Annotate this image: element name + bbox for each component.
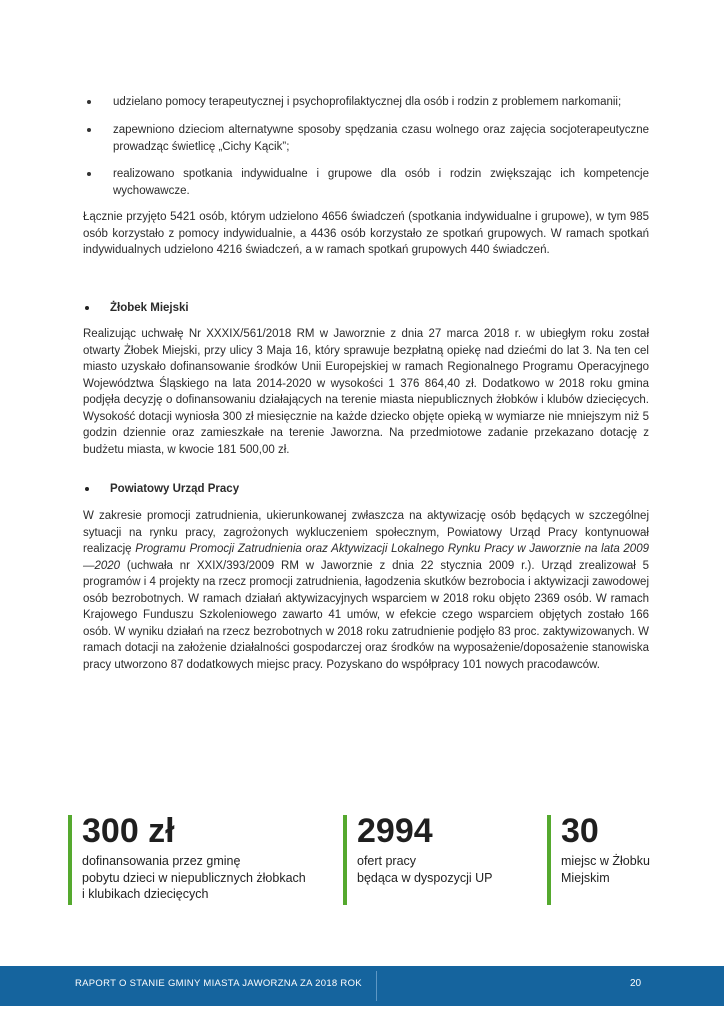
summary-paragraph: Łącznie przyjęto 5421 osób, którym udzielono 4656 świadczeń (spotkania indywidualne i grupowe), w tym 985 osób korzystało z pomocy indywidualnie, a 4436 osób korzystało ze spotkań grupowych. W ramach spotkań indywidualnych udzielono 4216 świadczeń, a w ramach spotkań grupowych 440 świadczeń. bbox=[83, 211, 649, 256]
section-heading-text: Żłobek Miejski bbox=[110, 302, 189, 314]
bullet-text: realizowano spotkania indywidualne i grupowe dla osób i rodzin zwiększając ich kompetencje wychowawcze. bbox=[113, 168, 649, 197]
page-number: 20 bbox=[630, 978, 642, 989]
bullet-dot-icon bbox=[87, 128, 91, 132]
bullet-dot-icon bbox=[87, 172, 91, 176]
stat-accent-bar bbox=[68, 815, 72, 905]
section-body-zlobek: Realizując uchwałę Nr XXXIX/561/2018 RM w Jaworznie z dnia 27 marca 2018 r. w ubiegłym roku został otwarty Żłobek Miejski, przy ulicy 3 Maja 16, który sprawuje bezpłatną opiekę nad dziećmi do lat 3. Na ten cel miasto uzyskało dofinansowanie środków Unii Europejskiej w ramach Regionalnego Programu Operacyjnego Województwa Śląskiego na lata 2014-2020 w wysokości 1 376 864,40 zł. Dodatkowo w 2018 roku gmina podjęła decyzję o dofinansowaniu działających na terenie miasta niepublicznych żłobków i klubów dziecięcych. Wysokość dotacji wyniosła 300 zł miesięcznie na każde dziecko objęte opieką w wymiarze nie mniejszym niż 5 godzin dziennie oraz zamieszkałe na terenie Jaworzna. Na przedmiotowe zadanie przekazano dotację z budżetu miasta, w kwocie 181 500,00 zł. bbox=[83, 328, 649, 456]
stat-accent-bar bbox=[343, 815, 347, 905]
stat-value: 300 zł bbox=[82, 812, 175, 850]
stat-label: dofinansowania przez gminę pobytu dzieci w niepublicznych żłobkach i klubikach dziecięcych bbox=[82, 854, 306, 901]
program-title: Programu Promocji Zatrudnienia oraz Aktywizacji Lokalnego Rynku Pracy w Jaworznie na lata 2009—2020 bbox=[83, 543, 649, 572]
stat-accent-bar bbox=[547, 815, 551, 905]
footer-divider bbox=[376, 971, 377, 1001]
body-text: W zakresie promocji zatrudnienia, ukierunkowanej zwłaszcza na aktywizację osób będących w szczególnej sytuacji na rynku pracy, zagrożonych wykluczeniem społecznym, Powiatowy Urząd Pracy kontynuował realizację bbox=[83, 510, 649, 555]
footer-title: RAPORT O STANIE GMINY MIASTA JAWORZNA ZA 2018 ROK bbox=[75, 978, 362, 989]
stat-label: miejsc w Żłobku Miejskim bbox=[561, 854, 650, 885]
bullet-text: udzielano pomocy terapeutycznej i psychoprofilaktycznej dla osób i rodzin z problemem narkomanii; bbox=[113, 96, 622, 108]
section-heading-text: Powiatowy Urząd Pracy bbox=[110, 483, 240, 495]
page-footer bbox=[0, 966, 724, 1006]
bullet-dot-icon bbox=[85, 306, 89, 310]
stat-label: ofert pracy będąca w dyspozycji UP bbox=[357, 854, 493, 885]
bullet-dot-icon bbox=[87, 100, 91, 104]
stat-value: 2994 bbox=[357, 812, 433, 850]
bullet-text: zapewniono dzieciom alternatywne sposoby spędzania czasu wolnego oraz zajęcia socjoterapeutyczne prowadząc świetlicę „Cichy Kącik”; bbox=[113, 124, 649, 153]
section-body-pup bbox=[83, 508, 649, 673]
bullet-dot-icon bbox=[85, 487, 89, 491]
stat-value: 30 bbox=[561, 812, 599, 850]
body-text: (uchwała nr XXIX/393/2009 RM w Jaworznie z dnia 22 stycznia 2009 r.). Urząd zrealizował 5 programów i 4 projekty na rzecz promocji zatrudnienia, łagodzenia skutków bezrobocia i aktywizacji zawodowej osób bezrobotnych. W ramach działań aktywizacyjnych wsparciem w 2018 roku objęto 2369 osób. W ramach Krajowego Funduszu Szkoleniowego zawarto 41 umów, w efekcie czego wsparciem objętych zostało 166 osób. W wyniku działań na rzecz bezrobotnych w 2018 roku zatrudnienie podjęło 83 proc. zaktywizowanych. W ramach dotacji na założenie działalności gospodarczej oraz środków na wyposażenie/doposażenie stanowiska pracy utworzono 87 dodatkowych miejsc pracy. Pozyskano do współpracy 101 nowych pracodawców. bbox=[83, 559, 649, 671]
